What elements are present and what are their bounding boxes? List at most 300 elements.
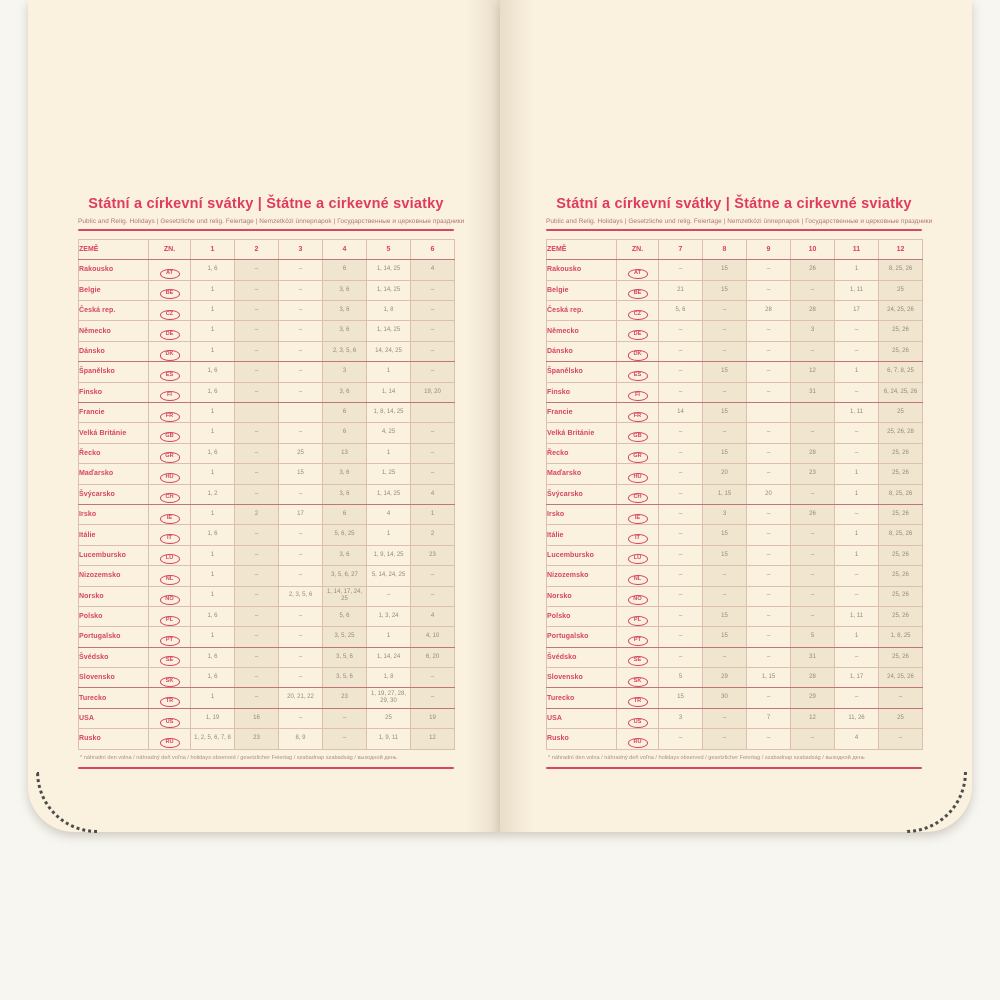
country-code-badge: BE — [160, 289, 180, 299]
month-cell: 25, 26 — [879, 504, 923, 524]
table-row-lu — [547, 545, 923, 565]
month-cell: 2 — [411, 525, 455, 545]
month-cell — [235, 403, 279, 423]
month-cell: 12 — [411, 729, 455, 749]
month-cell: – — [747, 321, 791, 341]
country-code-badge: IE — [628, 514, 648, 524]
table-row-no — [79, 586, 455, 606]
code-cell — [149, 280, 191, 300]
country-code-badge: FR — [628, 412, 648, 422]
month-cell: 1 — [411, 504, 455, 524]
month-cell: 15 — [703, 280, 747, 300]
header-month-9: 9 — [747, 240, 791, 260]
country-cell: Švédsko — [547, 647, 617, 667]
country-code-badge: SK — [628, 677, 648, 687]
month-cell: – — [411, 280, 455, 300]
table-row-it — [79, 525, 455, 545]
month-cell: – — [659, 341, 703, 361]
month-cell: 4, 10 — [411, 627, 455, 647]
month-cell: 26 — [791, 504, 835, 524]
country-code-badge: LU — [160, 554, 180, 564]
month-cell: – — [747, 525, 791, 545]
month-cell: 1 — [835, 260, 879, 280]
month-cell: – — [835, 647, 879, 667]
month-cell: 1 — [835, 627, 879, 647]
code-cell — [149, 729, 191, 749]
month-cell: 1, 6 — [191, 443, 235, 463]
month-cell: 1, 17 — [835, 668, 879, 688]
month-cell: 31 — [791, 382, 835, 402]
month-cell: 4, 25 — [367, 423, 411, 443]
month-cell: 25, 26 — [879, 545, 923, 565]
country-cell: Německo — [547, 321, 617, 341]
table-row-dk — [79, 341, 455, 361]
country-cell: Portugalsko — [547, 627, 617, 647]
month-cell: 2 — [235, 504, 279, 524]
month-cell: 3, 5, 6 — [323, 668, 367, 688]
month-cell: – — [659, 464, 703, 484]
code-cell — [149, 301, 191, 321]
month-cell: – — [835, 341, 879, 361]
country-code-badge: ES — [628, 371, 648, 381]
country-code-badge: US — [160, 718, 180, 728]
month-cell: 6 — [323, 423, 367, 443]
month-cell: 1, 6 — [191, 260, 235, 280]
table-row-gr — [547, 443, 923, 463]
month-cell: 1, 3, 24 — [367, 606, 411, 626]
table-row-nl — [79, 566, 455, 586]
table-row-tr — [547, 688, 923, 708]
month-cell: – — [235, 423, 279, 443]
month-cell: – — [747, 464, 791, 484]
table-row-gr — [79, 443, 455, 463]
month-cell: 1 — [835, 525, 879, 545]
month-cell: – — [235, 484, 279, 504]
header-month-6: 6 — [411, 240, 455, 260]
country-code-badge: NL — [628, 575, 648, 585]
month-cell — [279, 403, 323, 423]
code-cell — [149, 708, 191, 728]
country-cell: Portugalsko — [79, 627, 149, 647]
month-cell: 15 — [659, 688, 703, 708]
month-cell: 1, 14, 25 — [367, 260, 411, 280]
country-cell: Nizozemsko — [79, 566, 149, 586]
code-cell — [617, 627, 659, 647]
table-row-cz — [79, 301, 455, 321]
code-cell — [617, 301, 659, 321]
country-cell: Velká Británie — [79, 423, 149, 443]
month-cell: – — [235, 382, 279, 402]
table-row-fi — [79, 382, 455, 402]
month-cell: – — [659, 484, 703, 504]
page-title: Státní a církevní svátky | Štátne a cirkevné sviatky — [88, 196, 444, 212]
month-cell: 6, 20 — [411, 647, 455, 667]
month-cell: – — [703, 423, 747, 443]
country-code-badge: AT — [160, 269, 180, 279]
month-cell: 3, 5, 6, 27 — [323, 566, 367, 586]
month-cell: – — [703, 566, 747, 586]
month-cell: 25, 26 — [879, 586, 923, 606]
month-cell: 1, 9, 11 — [367, 729, 411, 749]
month-cell: – — [411, 464, 455, 484]
header-month-1: 1 — [191, 240, 235, 260]
month-cell: – — [659, 362, 703, 382]
month-cell: – — [235, 647, 279, 667]
country-cell: Finsko — [547, 382, 617, 402]
month-cell: 6 — [323, 403, 367, 423]
month-cell: – — [747, 586, 791, 606]
month-cell: 25 — [879, 708, 923, 728]
month-cell: – — [747, 382, 791, 402]
code-cell — [149, 504, 191, 524]
code-cell — [617, 321, 659, 341]
month-cell: – — [747, 280, 791, 300]
month-cell: – — [235, 525, 279, 545]
code-cell — [617, 566, 659, 586]
month-cell: 20 — [703, 464, 747, 484]
code-cell — [149, 647, 191, 667]
month-cell: 1 — [191, 464, 235, 484]
month-cell: 14 — [659, 403, 703, 423]
month-cell: – — [279, 708, 323, 728]
month-cell: 1, 14, 17, 24, 25 — [323, 586, 367, 606]
month-cell: – — [279, 484, 323, 504]
country-cell: Turecko — [547, 688, 617, 708]
country-code-badge: ES — [160, 371, 180, 381]
month-cell: – — [411, 586, 455, 606]
month-cell: – — [659, 606, 703, 626]
code-cell — [149, 382, 191, 402]
table-row-se — [547, 647, 923, 667]
month-cell: 1, 6 — [191, 668, 235, 688]
month-cell: – — [279, 627, 323, 647]
code-cell — [617, 586, 659, 606]
country-code-badge: IE — [160, 514, 180, 524]
code-cell — [149, 464, 191, 484]
month-cell: – — [411, 321, 455, 341]
month-cell: – — [835, 382, 879, 402]
country-code-badge: RU — [160, 738, 180, 748]
month-cell: 1, 6 — [191, 647, 235, 667]
country-cell: Irsko — [79, 504, 149, 524]
country-code-badge: FR — [160, 412, 180, 422]
country-cell: Rusko — [79, 729, 149, 749]
month-cell: 1, 14, 24 — [367, 647, 411, 667]
month-cell — [747, 403, 791, 423]
country-cell: Rakousko — [547, 260, 617, 280]
month-cell: 15 — [703, 362, 747, 382]
country-code-badge: CH — [160, 493, 180, 503]
country-code-badge: GB — [160, 432, 180, 442]
month-cell: 1, 8, 25 — [879, 627, 923, 647]
country-cell: Lucembursko — [79, 545, 149, 565]
header-month-5: 5 — [367, 240, 411, 260]
country-code-badge: RU — [628, 738, 648, 748]
month-cell: 3 — [323, 362, 367, 382]
month-cell: 1 — [191, 423, 235, 443]
month-cell: – — [411, 688, 455, 708]
month-cell: 15 — [703, 627, 747, 647]
country-code-badge: SE — [628, 656, 648, 666]
month-cell: 3, 6 — [323, 280, 367, 300]
country-cell: Belgie — [547, 280, 617, 300]
country-code-badge: NL — [160, 575, 180, 585]
country-code-badge: SE — [160, 656, 180, 666]
month-cell: – — [791, 341, 835, 361]
month-cell: – — [367, 586, 411, 606]
month-cell: – — [747, 443, 791, 463]
code-cell — [149, 403, 191, 423]
month-cell: 14, 24, 25 — [367, 341, 411, 361]
country-cell: Dánsko — [79, 341, 149, 361]
country-code-badge: DK — [160, 350, 180, 360]
code-cell — [149, 586, 191, 606]
month-cell: – — [879, 729, 923, 749]
table-row-dk — [547, 341, 923, 361]
code-cell — [617, 464, 659, 484]
month-cell: 13 — [323, 443, 367, 463]
month-cell: 25, 26 — [879, 443, 923, 463]
month-cell: – — [835, 423, 879, 443]
month-cell: 6 — [323, 260, 367, 280]
table-row-es — [79, 362, 455, 382]
month-cell: – — [835, 321, 879, 341]
country-cell: Španělsko — [547, 362, 617, 382]
code-cell — [149, 321, 191, 341]
month-cell: 1, 2, 5, 6, 7, 8 — [191, 729, 235, 749]
month-cell: – — [279, 260, 323, 280]
month-cell: – — [835, 443, 879, 463]
code-cell — [617, 280, 659, 300]
table-row-de — [79, 321, 455, 341]
month-cell: 15 — [703, 443, 747, 463]
code-cell — [149, 423, 191, 443]
month-cell: 15 — [703, 260, 747, 280]
month-cell: 1, 14, 25 — [367, 484, 411, 504]
table-row-gb — [547, 423, 923, 443]
month-cell: – — [747, 260, 791, 280]
month-cell: 3 — [791, 321, 835, 341]
country-code-badge: DE — [160, 330, 180, 340]
country-code-badge: CH — [628, 493, 648, 503]
month-cell: 25, 26 — [879, 341, 923, 361]
country-code-badge: DK — [628, 350, 648, 360]
month-cell: 1 — [191, 321, 235, 341]
month-cell: – — [835, 586, 879, 606]
header-month-7: 7 — [659, 240, 703, 260]
month-cell: 1 — [835, 362, 879, 382]
month-cell: 5 — [791, 627, 835, 647]
month-cell: 1 — [191, 280, 235, 300]
code-cell — [617, 504, 659, 524]
month-cell: 6, 24, 25, 26 — [879, 382, 923, 402]
month-cell: 1, 14 — [367, 382, 411, 402]
month-cell: 15 — [703, 403, 747, 423]
month-cell: – — [703, 586, 747, 606]
month-cell: 12 — [791, 362, 835, 382]
country-code-badge: PT — [628, 636, 648, 646]
country-code-badge: US — [628, 718, 648, 728]
header-month-2: 2 — [235, 240, 279, 260]
country-code-badge: LU — [628, 554, 648, 564]
month-cell: 1, 8, 14, 25 — [367, 403, 411, 423]
month-cell: – — [747, 729, 791, 749]
month-cell: 29 — [703, 668, 747, 688]
code-cell — [617, 341, 659, 361]
month-cell: 1, 6 — [191, 525, 235, 545]
month-cell: 1 — [835, 464, 879, 484]
month-cell: 28 — [791, 668, 835, 688]
bottom-rule — [78, 767, 454, 769]
month-cell: 3, 6 — [323, 301, 367, 321]
country-cell: Norsko — [547, 586, 617, 606]
month-cell: 1, 15 — [747, 668, 791, 688]
code-cell — [617, 729, 659, 749]
table-row-no — [547, 586, 923, 606]
month-cell: 25, 26 — [879, 606, 923, 626]
month-cell: – — [659, 260, 703, 280]
table-row-ru — [79, 729, 455, 749]
code-cell — [149, 688, 191, 708]
country-code-badge: CZ — [628, 310, 648, 320]
table-row-fi — [547, 382, 923, 402]
country-cell: Řecko — [79, 443, 149, 463]
month-cell: – — [235, 321, 279, 341]
country-cell: Polsko — [79, 606, 149, 626]
month-cell: 1, 11 — [835, 606, 879, 626]
country-cell: Maďarsko — [547, 464, 617, 484]
country-cell: Slovensko — [547, 668, 617, 688]
month-cell: – — [659, 729, 703, 749]
code-cell — [149, 606, 191, 626]
country-cell: Itálie — [547, 525, 617, 545]
code-cell — [149, 362, 191, 382]
month-cell: 1 — [835, 484, 879, 504]
month-cell: – — [659, 443, 703, 463]
month-cell: – — [235, 586, 279, 606]
month-cell: – — [659, 647, 703, 667]
code-cell — [617, 382, 659, 402]
code-cell — [617, 647, 659, 667]
code-cell — [617, 362, 659, 382]
month-cell: 28 — [791, 443, 835, 463]
month-cell: 24, 25, 26 — [879, 301, 923, 321]
month-cell: – — [235, 627, 279, 647]
month-cell: 1, 2 — [191, 484, 235, 504]
footnote: * náhradní den volna / náhradný deň voľna / holidays observed / gesetzlicher Feiertag / szabadnap szabadság / выходной день — [548, 754, 865, 761]
country-code-badge: DE — [628, 330, 648, 340]
code-cell — [149, 341, 191, 361]
month-cell: 1 — [191, 341, 235, 361]
month-cell: – — [703, 321, 747, 341]
title-rule — [546, 229, 922, 232]
month-cell: – — [411, 362, 455, 382]
month-cell: – — [791, 729, 835, 749]
month-cell: 24, 25, 26 — [879, 668, 923, 688]
month-cell: 5 — [659, 668, 703, 688]
header-month-12: 12 — [879, 240, 923, 260]
month-cell: – — [411, 341, 455, 361]
country-code-badge: CZ — [160, 310, 180, 320]
month-cell: – — [791, 586, 835, 606]
month-cell: – — [703, 647, 747, 667]
month-cell: 1, 8 — [367, 668, 411, 688]
month-cell: – — [879, 688, 923, 708]
month-cell: 25 — [279, 443, 323, 463]
month-cell: 1, 14, 25 — [367, 280, 411, 300]
country-cell: Belgie — [79, 280, 149, 300]
month-cell: 1 — [191, 627, 235, 647]
month-cell: – — [323, 708, 367, 728]
month-cell: – — [323, 729, 367, 749]
month-cell: 15 — [703, 606, 747, 626]
month-cell: – — [791, 484, 835, 504]
country-code-badge: PL — [160, 616, 180, 626]
month-cell: – — [279, 321, 323, 341]
month-cell: 25, 26 — [879, 464, 923, 484]
table-row-be — [79, 280, 455, 300]
table-row-ru — [547, 729, 923, 749]
month-cell: – — [235, 362, 279, 382]
code-cell — [617, 403, 659, 423]
month-cell: – — [659, 566, 703, 586]
month-cell: 3, 6 — [323, 484, 367, 504]
code-cell — [149, 443, 191, 463]
month-cell: 4 — [411, 606, 455, 626]
month-cell: 1 — [367, 627, 411, 647]
country-cell: Itálie — [79, 525, 149, 545]
page-right — [500, 0, 972, 832]
header-month-4: 4 — [323, 240, 367, 260]
month-cell: 1, 6 — [191, 382, 235, 402]
month-cell: 23 — [235, 729, 279, 749]
month-cell: – — [235, 566, 279, 586]
month-cell: 3, 6 — [323, 464, 367, 484]
month-cell: 28 — [747, 301, 791, 321]
header-country: ZEMĚ — [547, 240, 617, 260]
month-cell: 4 — [835, 729, 879, 749]
country-cell: Turecko — [79, 688, 149, 708]
table-row-de — [547, 321, 923, 341]
country-cell: Řecko — [547, 443, 617, 463]
month-cell: 26 — [791, 260, 835, 280]
country-code-badge: FI — [160, 391, 180, 401]
country-cell: Francie — [79, 403, 149, 423]
month-cell: 1, 15 — [703, 484, 747, 504]
table-row-us — [79, 708, 455, 728]
month-cell: 21 — [659, 280, 703, 300]
month-cell: 3, 5, 6 — [323, 647, 367, 667]
month-cell: 5, 6, 25 — [323, 525, 367, 545]
month-cell: 17 — [279, 504, 323, 524]
country-cell: Švýcarsko — [547, 484, 617, 504]
month-cell: – — [791, 280, 835, 300]
month-cell: 8, 25, 26 — [879, 484, 923, 504]
page-title: Státní a církevní svátky | Štátne a cirkevné sviatky — [556, 196, 912, 212]
month-cell: – — [747, 606, 791, 626]
month-cell: – — [279, 525, 323, 545]
month-cell: 1 — [191, 688, 235, 708]
month-cell: – — [835, 566, 879, 586]
month-cell: – — [791, 423, 835, 443]
month-cell: 23 — [411, 545, 455, 565]
month-cell: 4 — [411, 260, 455, 280]
country-cell: Lucembursko — [547, 545, 617, 565]
country-cell: Norsko — [79, 586, 149, 606]
month-cell: – — [659, 382, 703, 402]
code-cell — [149, 545, 191, 565]
month-cell: 19, 20 — [411, 382, 455, 402]
